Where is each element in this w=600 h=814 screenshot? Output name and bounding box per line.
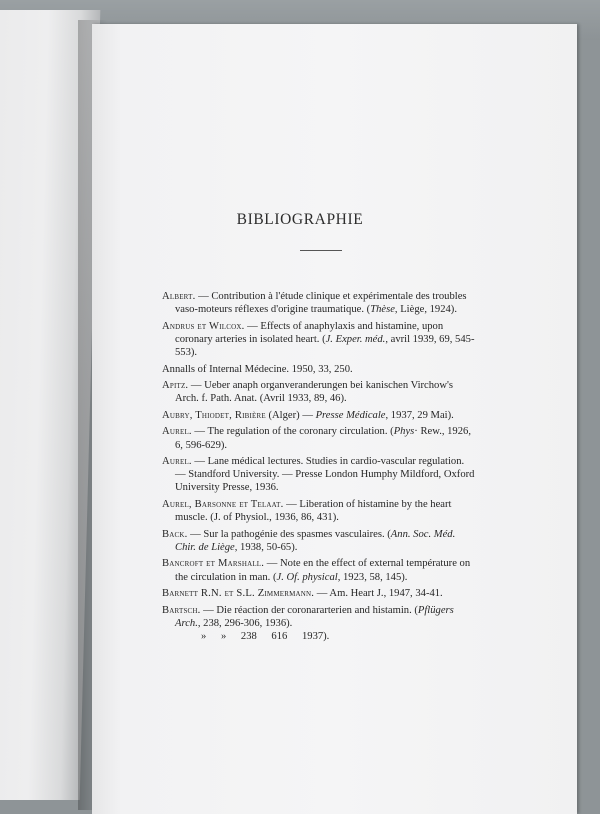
entry-source: J. Exper. méd. xyxy=(325,333,386,345)
entry-text: — Die réaction der coronararterien and histamin. ( xyxy=(200,604,418,616)
entry-author: Barnett R.N. et S.L. Zimmermann. xyxy=(162,588,315,600)
page-title: BIBLIOGRAPHIE xyxy=(236,211,364,228)
bibliography-entry xyxy=(162,587,475,600)
entry-tail: , 1937, 29 Mai). xyxy=(385,409,454,421)
bibliography-entry xyxy=(162,290,475,316)
bibliography-list xyxy=(162,290,475,646)
entry-author: Bartsch. xyxy=(162,604,201,616)
entry-author: Andrus et Wilcox. xyxy=(162,320,245,332)
entry-text: (Alger) — xyxy=(265,409,316,421)
bibliography-entry xyxy=(162,528,475,554)
bibliography-entry xyxy=(162,498,475,524)
entry-tail: , 238, 296-306, 1936). xyxy=(197,617,293,629)
entry-text: — Liberation of histamine by the heart muscle. (J. of Physiol., 1936, 86, 431). xyxy=(175,498,452,524)
entry-text: — Ueber anaph organveranderungen bei kanischen Virchow's Arch. f. Path. Anat. (Avril 1933, 89, 46). xyxy=(175,380,454,405)
entry-text: — Lane médical lectures. Studies in cardio-vascular regulation. — Standford University. — Presse London Humphy Mildford, Oxford University Presse, 1936. xyxy=(175,456,475,494)
entry-source: J. Of. physical xyxy=(276,571,338,583)
entry-author: Aurel, Barsonne et Telaat. xyxy=(162,498,284,510)
entry-source: Thèse xyxy=(370,304,395,316)
entry-text: — Note en the effect of external température on the circulation in man. ( xyxy=(175,558,471,583)
bibliography-entry xyxy=(162,604,475,630)
bibliography-entry xyxy=(162,557,475,583)
entry-text: Annalls of Internal Médecine. 1950, 33, 250. xyxy=(162,363,353,375)
entry-author: Aurel. xyxy=(162,426,192,438)
bibliography-entry xyxy=(162,455,475,495)
continuation-line: » » 238 616 1937). xyxy=(201,630,330,642)
entry-author: Bancroft et Marshall. xyxy=(162,558,265,570)
bibliography-entry xyxy=(162,409,475,422)
entry-text: — Am. Heart J., 1947, 34-41. xyxy=(314,588,443,600)
entry-source: Ann. Soc. Méd. Chir. de Liège xyxy=(175,528,456,553)
bibliography-entry xyxy=(162,425,475,451)
entry-text: — The regulation of the coronary circulation. ( xyxy=(191,426,394,438)
entry-source: Phys xyxy=(393,426,415,438)
bibliography-entry xyxy=(162,379,475,405)
entry-tail: , Liège, 1924). xyxy=(394,304,457,316)
bibliography-entry xyxy=(162,320,475,360)
entry-text: — Sur la pathogénie des spasmes vasculaires. ( xyxy=(187,528,391,540)
entry-author: Aurel. xyxy=(162,456,192,468)
entry-author: Apitz. xyxy=(162,380,189,392)
entry-tail: · Rew., 1926, 6, 596-629). xyxy=(175,426,471,451)
entry-source: Presse Médicale xyxy=(315,409,386,421)
entry-text: — Effects of anaphylaxis and histamine, upon coronary arteries in isolated heart. ( xyxy=(175,320,444,345)
title-rule xyxy=(300,250,342,251)
entry-text: — Contribution à l'étude clinique et expérimentale des troubles vaso-moteurs réflexes d'origine traumatique. ( xyxy=(175,291,467,316)
entry-tail: , 1923, 58, 145). xyxy=(337,571,408,583)
entry-tail: , avril 1939, 69, 545-553). xyxy=(175,333,475,359)
entry-author: Albert. xyxy=(162,291,196,302)
entry-author: Aubry, Thiodet, Ribière xyxy=(162,409,266,421)
bibliography-entry xyxy=(162,363,475,376)
entry-tail: , 1938, 50-65). xyxy=(234,541,298,553)
entry-source: Pflügers Arch. xyxy=(175,604,454,629)
entry-author: Back. xyxy=(162,528,188,540)
